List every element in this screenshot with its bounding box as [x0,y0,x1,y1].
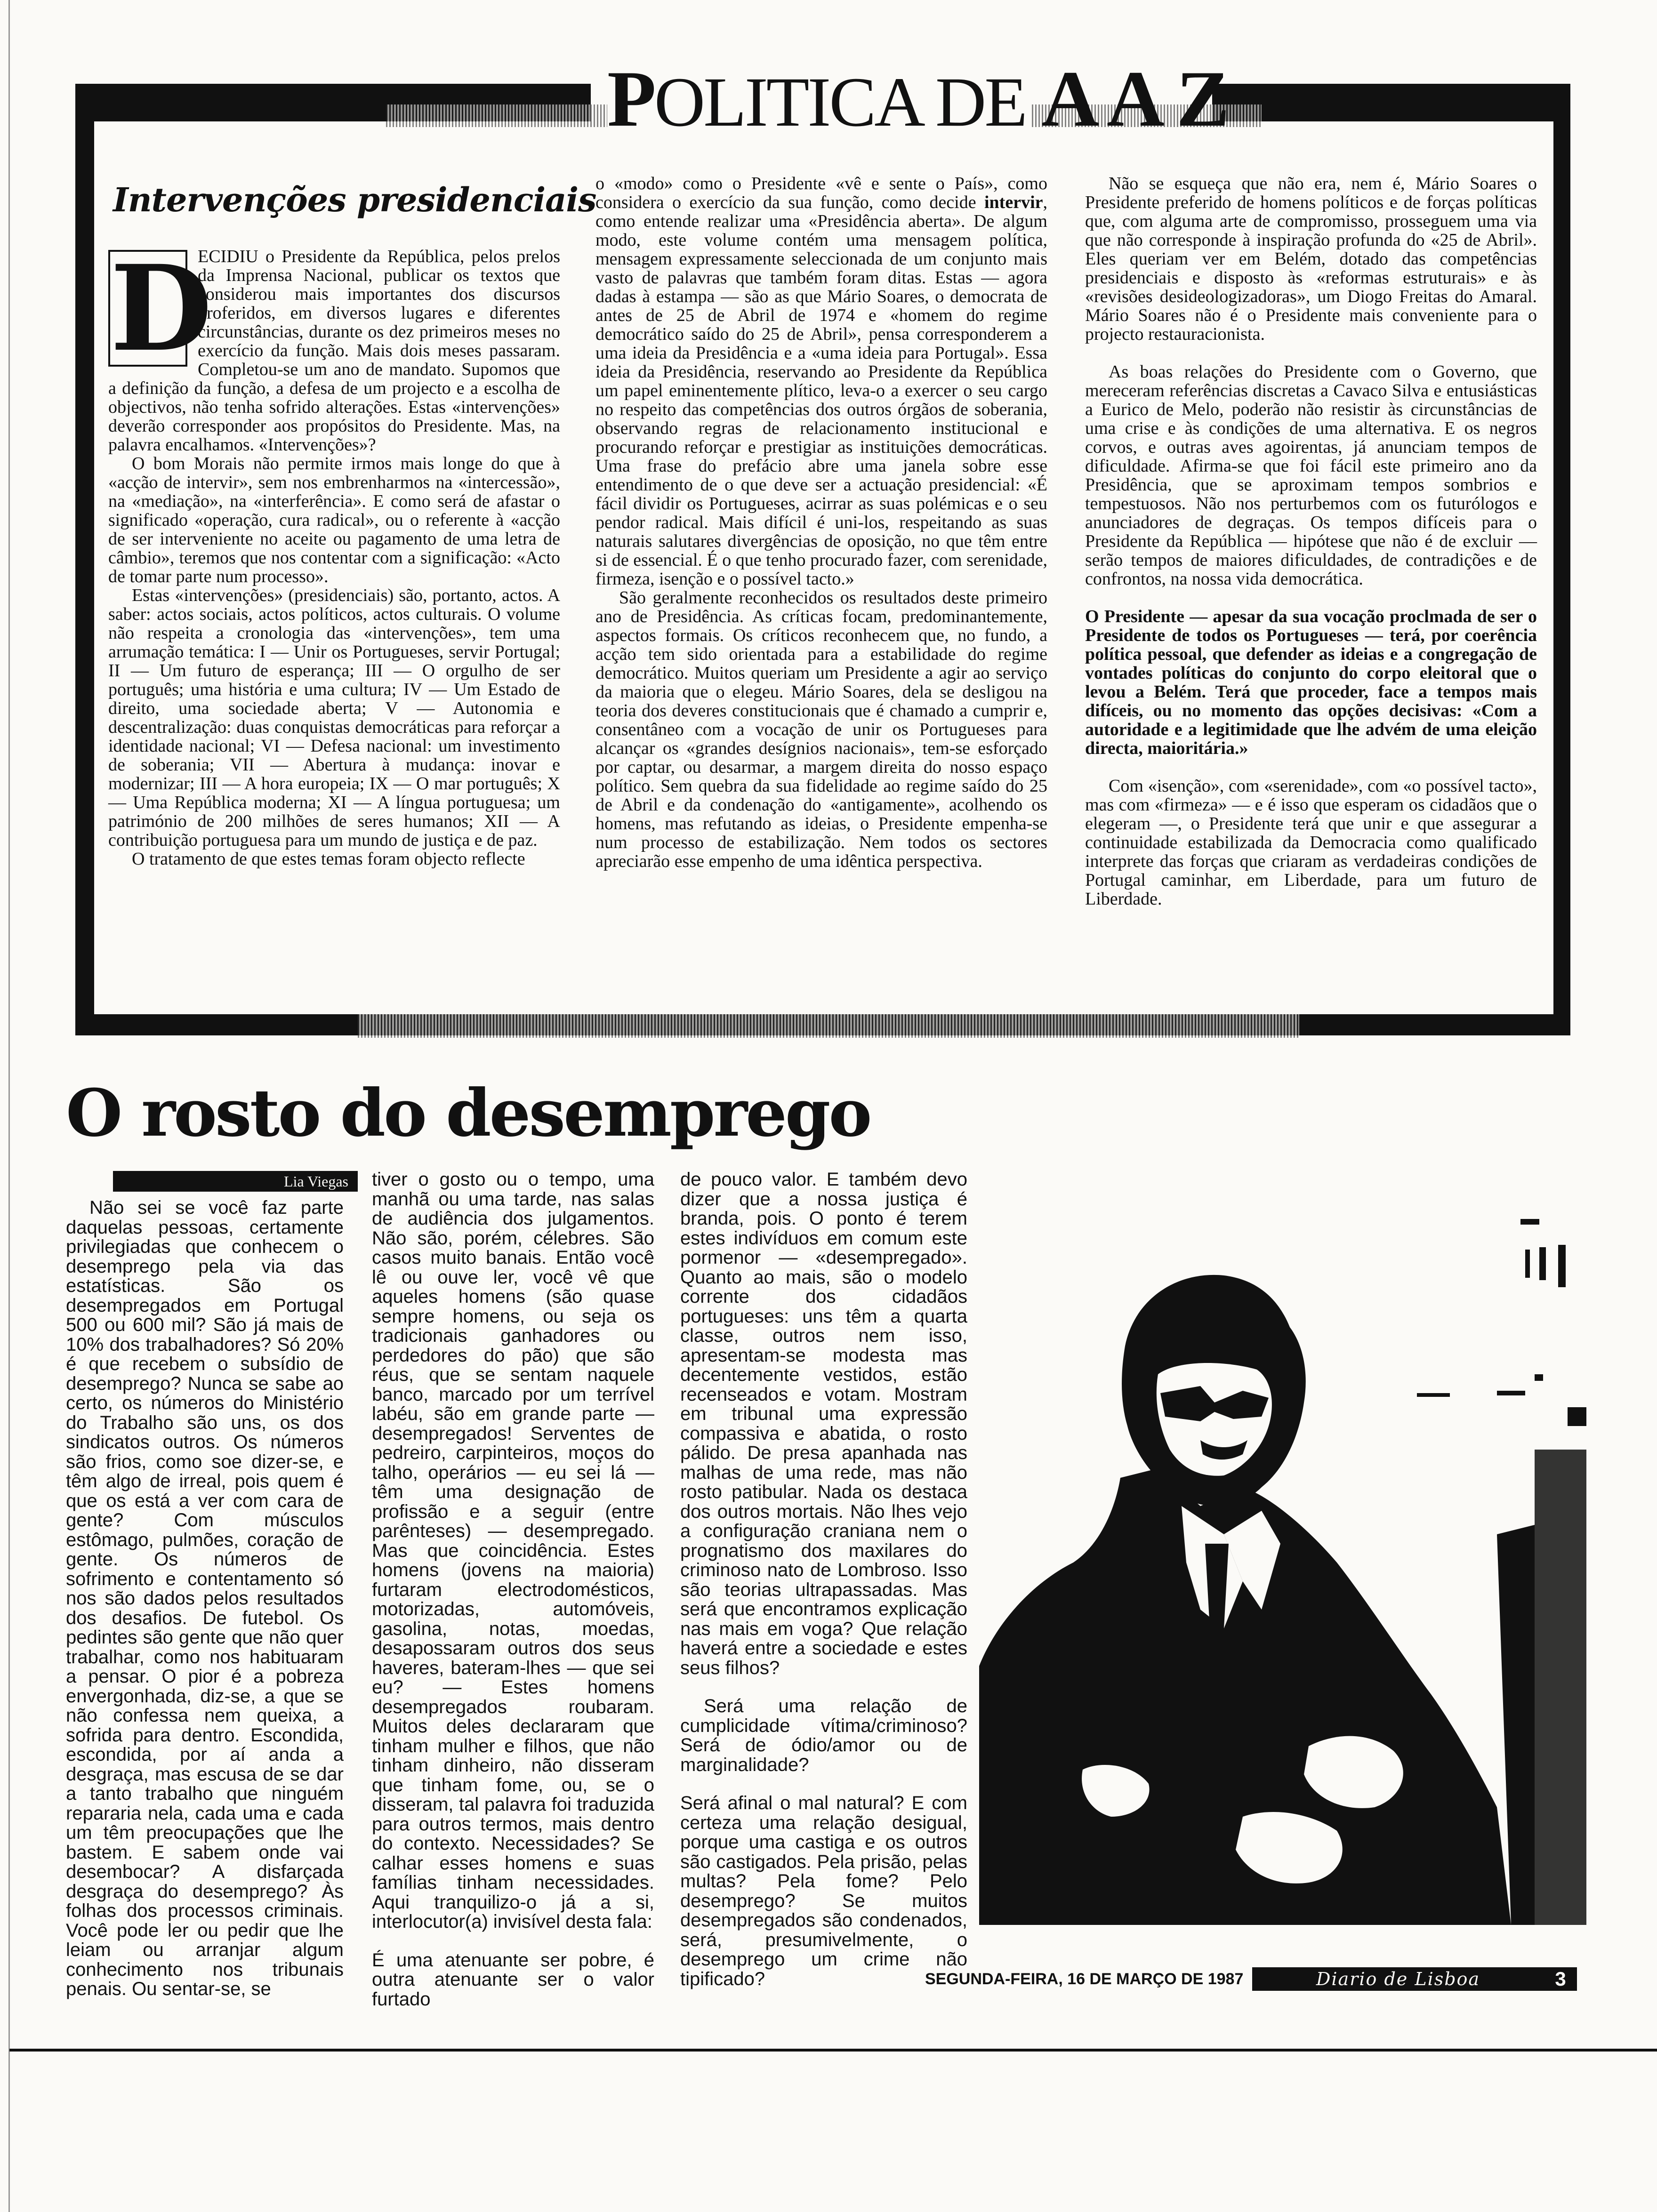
article2-paragraph: Será uma relação de cumplicidade vítima/criminoso? Será de ódio/amor ou de marginalidade? [680,1696,967,1775]
article1-column-2 [595,174,1047,988]
article1-paragraph: São geralmente reconhecidos os resultados deste primeiro ano de Presidência. As críticas focam, predominantemente, aspectos formais. Os críticos reconhecem que, no fundo, a acção tem sido orientada para a estabilidade do regime democrático. Muitos queriam um Presidente a agir ao serviço da maioria que o elegeu. Mário Soares, dela se desligou na teoria dos deveres constitucionais que é chamado a cumprir e, consentâneo com a vocação de unir os Portugueses para alcançar os «grandes desígnios nacionais», tem-se esforçado por captar, ou desarmar, a margem direita do nosso espaço político. Sem quebra da sua fidelidade ao regime saído do 25 de Abril e da condenação do «antigamente», acolhendo os homens, mas refutando as ideias, o Presidente empenha-se num processo de estabilização. Nem todos os sectores apreciarão esse empenho de uma idêntica perspectiva. [595,588,1047,871]
article1-emphasis: intervir [984,192,1043,212]
article2-paragraph: de pouco valor. E também devo dizer que a nossa justiça é branda, pois. O ponto é terem estes indivíduos em comum este pormenor — «desempregado». Quanto ao mais, são o modelo corrente dos cidadãos portugueses: uns têm a quarta classe, outros nem isso, apresentam-se modesta mas decentemente vestidos, estão recenseados e votam. Mostram em tribunal uma expressão compassiva e abatida, o rosto pálido. De presa apanhada nas malhas de uma rede, mas não rosto patibular. Nada os destaca dos outros mortais. Não lhes vejo a configuração craniana nem o prognatismo dos maxilares do criminoso nato de Lombroso. Isso são teorias ultrapassadas. Mas será que encontramos explicação nas mais em voga? Que relação haverá entre a sociedade e estes seus filhos? [680,1169,967,1678]
article1-paragraph: Com «isenção», com «serenidade», com «o possível tacto», mas com «firmeza» — e é isso que esperam os cidadãos que o elegeram —, o Presidente terá que unir e que assegurar a continuidade estabilizada da Democracia como qualificado interprete das forças que criaram as verdadeiras condições de Portugal caminhar, em Liberdade, para um futuro de Liberdade. [1085,776,1537,909]
photo-illustration [979,1205,1586,1925]
footer-date: SEGUNDA-FEIRA, 16 DE MARÇO DE 1987 [925,1970,1244,1988]
article1-headline: Intervenções presidenciais [113,180,596,219]
article1-paragraph [595,174,1047,588]
article1-text: , como entende realizar uma «Presidência aberta». De algum modo, este volume contém uma mensagem política, mensagem expressamente seleccionada de um conjunto mais vasto de palavras que também foram ditas. Estas — agora dadas à estampa — são as que Mário Soares, o democrata de antes de 25 de Abril de 1974 e «homem do regime democrático saído do 25 de Abril», pensa corresponderem a uma ideia da Presidência e a «uma ideia para Portugal». Essa ideia da Presidência, reservando ao Presidente da República um papel eminentemente plítico, leva-o a exercer o seu cargo no respeito das competências dos outros órgãos de soberania, observando regras de relacionamento institucional e procurando reforçar e prestigiar as instituições democráticas. Uma frase do prefácio abre uma janela sobre esse entendimento de o que deve ser a actuação presidencial: «É fácil dividir os Portugueses, acirrar as suas polémicas e o seu pendor radical. Mais difícil é uni-los, respeitando as suas naturais salutares divergências de oposição, no que têm entre si de essencial. É o que tenho procurado fazer, com serenidade, firmeza, isenção e o possível tacto.» [595,192,1047,589]
article2-column-1 [66,1198,344,2045]
photo-man-seated [979,1205,1586,1925]
article2-column-2 [372,1170,654,2045]
section-title-suffix: A A Z [1041,55,1228,143]
article1-paragraph: O Presidente — apesar da sua vocação proclmada de ser o Presidente de todos os Portugueses — terá, por coerência política pessoal, que defender as ideias e a congregação de vontades políticas do conjunto do corpo eleitoral que o levou a Belém. Terá que proceder, face a tempos mais difíceis, ou no momento das opções decisivas: «Com a autoridade e a legitimidade que lhe advém de uma eleição directa, maioritária.» [1085,607,1537,758]
page-number: 3 [1544,1967,1577,1991]
article1-text: o «modo» como o Presidente «vê e sente o País», como considera o exercício da sua função, como decide [595,174,1047,212]
article1-paragraph: O bom Morais não permite irmos mais longe do que à «acção de intervir», sem nos embrenharmos na «intercessão», na «mediação», na «interferência». E como será de afastar o significado «operação, cura radical», ou o referente à «acção de ser interveniente no aceite ou pagamento de uma letra de câmbio», teremos que nos contentar com a significação: «Acto de tomar parte num processo». [108,454,560,586]
article1-paragraph: As boas relações do Presidente com o Governo, que mereceram referências discretas a Cavaco Silva e entusiásticas a Eurico de Melo, poderão não resistir às circunstâncias de uma crise e às condições de uma alternativa. E os negros corvos, e outras aves agoirentas, já anunciam tempos de dificuldade. Afirma-se que foi fácil este primeiro ano da Presidência, que se aproximam tempos sombrios e tempestuosos. Não nos perturbemos com os futurólogos e anunciadores de degraças. Os tempos difíceis para o Presidente da República — hipótese que não é de excluir — serão tempos de maiores dificuldades, de contradições e de confrontos, na nossa vida democrática. [1085,362,1537,589]
article2-paragraph: tiver o gosto ou o tempo, uma manhã ou uma tarde, nas salas de audiência dos julgamentos. Não são, porém, célebres. São casos muito banais. Então você lê ou ouve ler, você vê que aqueles homens (são quase sempre homens, ou seja os tradicionais ganhadores ou perdedores do pão) que são réus, que se sentam naquele banco, marcado por um terrível labéu, são em grande parte — desempregados! Serventes de pedreiro, carpinteiros, moços do talho, operários — eu sei lá — têm uma designação de profissão e a seguir (entre parênteses) — desempregado. Mas que coincidência. Estes homens (jovens na maioria) furtaram electrodomésticos, motorizadas, automóveis, gasolina, notas, moedas, desapossaram outros dos seus haveres, bateram-lhes — que sei eu? — Estes homens desempregados roubaram. Muitos deles declararam que tinham mulher e filhos, que não tinham dinheiro, não disseram que tinham fome, ou, se o disseram, tal palavra foi traduzida para outros termos, mais dentro do contexto. Necessidades? Se calhar esses homens e suas famílias tinham necessidades. Aqui tranquilizo-o já a si, interlocutor(a) invisível desta fala: [372,1169,654,1932]
footer-rule [9,2049,1657,2052]
footer-masthead: Diario de Lisboa [1252,1967,1544,1991]
article1-paragraph: Não se esqueça que não era, nem é, Mário Soares o Presidente preferido de homens políticos e de forças políticas que, com alguma arte de compromisso, prosseguem uma via que não corresponde à inspiração profunda do «25 de Abril». Eles queriam ver em Belém, dotado das competências presidenciais e disposto às «reformas estruturais» e às «revisões desideologizadoras», um Diogo Freitas do Amaral. Mário Soares não é o Presidente mais conveniente para o projecto restauracionista. [1085,174,1537,344]
article1-paragraph: Estas «intervenções» (presidenciais) são, portanto, actos. A saber: actos sociais, actos políticos, actos culturais. O volume não respeita a cronologia das «intervenções», tem uma arrumação temática: I — Unir os Portugueses, servir Portugal; II — Um futuro de esperança; III — O orgulho de ser português; uma história e uma cultura; IV — Um Estado de direito, uma sociedade aberta; V — Autonomia e descentralização: duas conquistas democráticas para reforçar a identidade nacional; VI — Defesa nacional: um investimento de soberania; VII — Abertura à mudança: inovar e modernizar; III — A hora europeia; IX — O mar português; X — Uma República moderna; XI — A língua portuguesa; um património de 200 milhões de seres humanos; XII — A contribuição portuguesa para um mundo de justiça e de paz. [108,585,560,850]
article1-column-3 [1085,174,1537,988]
frame-left-border [75,84,94,1034]
article1-paragraph: O tratamento de que estes temas foram objecto reflecte [132,849,525,869]
header-bar-right [1212,84,1570,121]
frame-right-border [1553,84,1570,1034]
drop-cap: D [108,250,187,367]
section-title-text: OLITICA DE [654,63,1042,141]
article2-paragraph: É uma atenuante ser pobre, é outra atenuante ser o valor furtado [372,1949,654,2010]
section-title-prefix: P [607,55,654,143]
article2-paragraph: Será afinal o mal natural? E com certeza uma relação desigual, porque uma castiga e os outros são castigados. Pela prisão, pelas multas? Pela fome? Pelo desemprego? Se muitos desempregados são condenados, será, presumivelmente, o desemprego um crime não tipificado? [680,1793,967,1989]
byline: Lia Viegas [113,1171,358,1192]
article1-column-1 [108,239,560,991]
section-title [607,55,1228,143]
article2-paragraph: Não sei se você faz parte daquelas pessoas, certamente privilegiadas que conhecem o desemprego pela via das estatísticas. São os desempregados em Portugal 500 ou 600 mil? São já mais de 10% dos trabalhadores? Só 20% é que recebem o subsídio de desemprego? Nunca se sabe ao certo, os números do Ministério do Trabalho são uns, os dos sindicatos outros. Os números são frios, como soe dizer-se, e têm algo de irreal, pois quem é que os está a ver com cara de gente? Com músculos estômago, pulmões, coração de gente. Os números de sofrimento e contentamento só nos são dados pelos resultados dos desafios. De futebol. Os pedintes são gente que não quer trabalhar, como nos habituaram a pensar. O pior é a pobreza envergonhada, diz-se, a que se não confessa nem queixa, a sofrida para dentro. Escondida, escondida, por aí anda a desgraça, mas escusa de se dar a tanto trabalho que ninguém repararia nela, cada uma e cada um têm preocupações que lhe bastem. E sabem onde vai desembocar? A disfarçada desgraça do desemprego? Às folhas dos processos criminais. Você pode ler ou pedir que lhe leiam ou arranjar algum conhecimento nos tribunais penais. Ou sentar-se, se [66,1197,344,1999]
page-edge [8,0,10,2212]
article1-paragraph: ECIDIU o Presidente da República, pelos prelos da Imprensa Nacional, publicar os textos que considerou mais importantes dos discursos proferidos, em diversos lugares e diferentes circunstâncias, durante os dez primeiros meses no exercício da função. Mais dois meses passaram. Completou-se um ano de mandato. Supomos que a definição da função, a defesa de um projecto e a escolha de objectivos, não tenha sofrido alterações. Estas «intervenções» deverão corresponder aos propósitos do Presidente. Mas, na palavra encalhamos. «Intervenções»? [108,247,560,455]
article2-column-3 [680,1170,967,2045]
article2-headline: O rosto do desemprego [66,1074,870,1151]
